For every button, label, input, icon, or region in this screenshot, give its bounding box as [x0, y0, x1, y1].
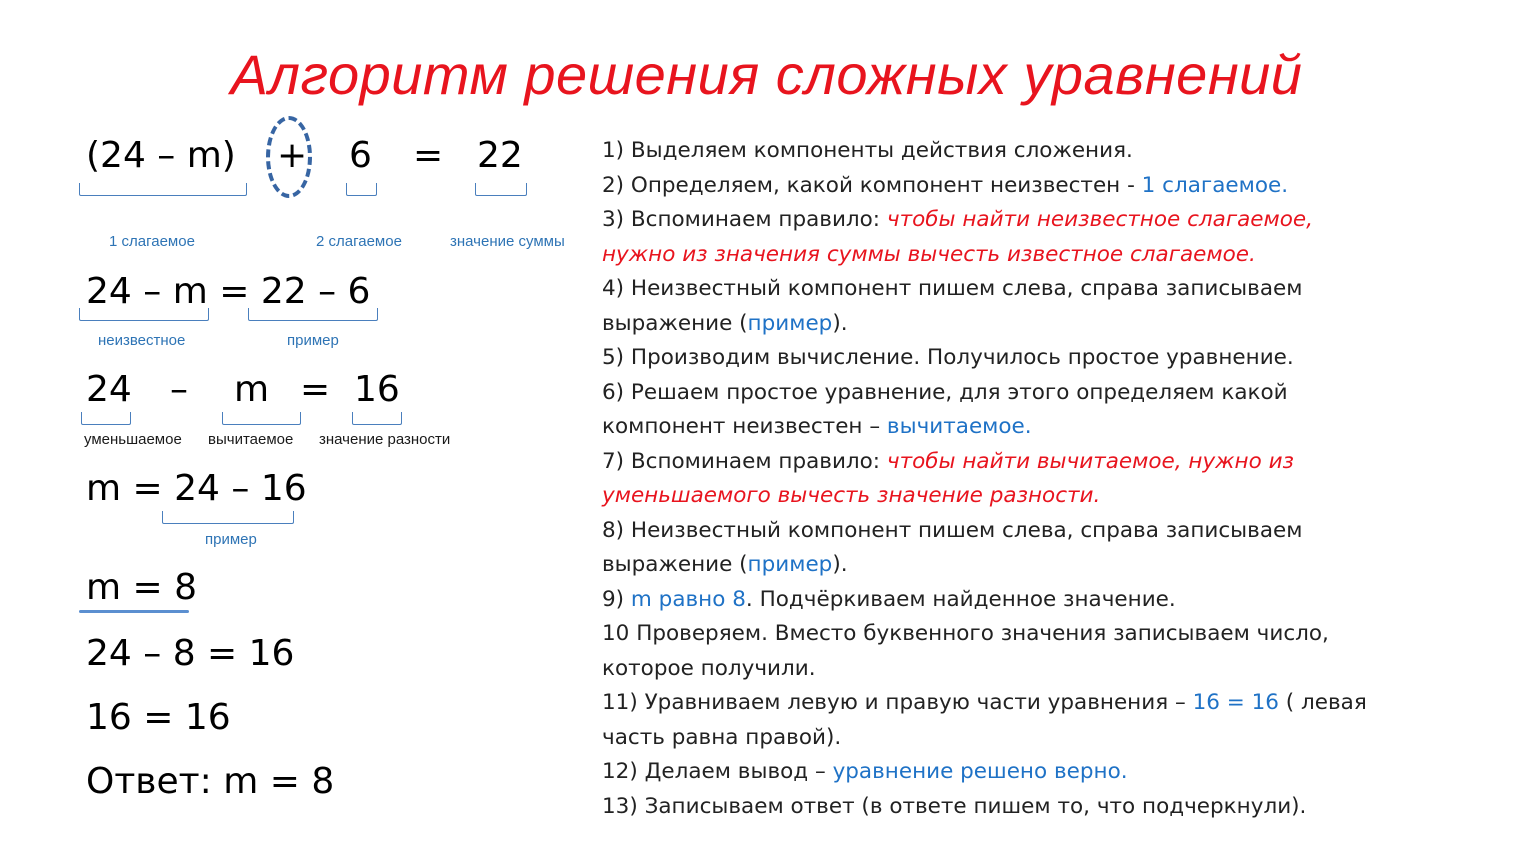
equation-answer-value: m = 8: [86, 567, 198, 608]
equation-minuend: 24: [86, 369, 132, 410]
step-line: 1) Выделяем компоненты действия сложения.: [602, 138, 1133, 163]
brace-sum: [475, 183, 527, 196]
label-example-2: пример: [205, 531, 257, 548]
brace-addend2: [346, 183, 377, 196]
step-line: нужно из значения суммы вычесть известное слагаемое.: [602, 241, 1256, 267]
step-line: 9) m равно 8. Подчёркиваем найденное значение.: [602, 586, 1176, 612]
step-line: 12) Делаем вывод – уравнение решено верно.: [602, 759, 1128, 784]
equation-line2: 24 – m = 22 – 6: [86, 271, 371, 312]
step-line: часть равна правой).: [602, 724, 842, 750]
equation-check: 24 – 8 = 16: [86, 633, 295, 674]
step-line: 11) Уравниваем левую и правую части уравнения – 16 = 16 ( левая: [602, 690, 1367, 715]
equation-equals-2: =: [300, 369, 331, 410]
brace-subtrahend: [222, 412, 301, 425]
equation-check-result: 16 = 16: [86, 697, 231, 738]
step-line: 10 Проверяем. Вместо буквенного значения записываем число,: [602, 621, 1329, 646]
step-line: компонент неизвестен – вычитаемое.: [602, 414, 1032, 439]
step-line: 2) Определяем, какой компонент неизвестен - 1 слагаемое.: [602, 172, 1289, 198]
equation-difference: 16: [354, 369, 400, 410]
label-example: пример: [287, 332, 339, 349]
page-title: Алгоритм решения сложных уравнений: [230, 43, 1303, 106]
equation-addend1: (24 – m): [86, 135, 236, 176]
label-addend2: 2 слагаемое: [316, 233, 402, 250]
brace-minuend: [81, 412, 131, 425]
step-line: 5) Производим вычисление. Получилось простое уравнение.: [602, 345, 1294, 370]
brace-example-2: [162, 511, 294, 524]
brace-addend1: [79, 183, 247, 196]
label-subtrahend: вычитаемое: [208, 431, 294, 448]
step-line: уменьшаемого вычесть значение разности.: [602, 483, 1101, 508]
label-unknown: неизвестное: [98, 332, 186, 349]
label-minuend: уменьшаемое: [84, 431, 182, 448]
step-line: 8) Неизвестный компонент пишем слева, справа записываем: [602, 517, 1303, 543]
step-line: которое получили.: [602, 655, 816, 681]
brace-difference: [352, 412, 402, 425]
answer-line: Ответ: m = 8: [86, 761, 335, 802]
step-line: 13) Записываем ответ (в ответе пишем то, что подчеркнули).: [602, 793, 1307, 819]
equation-subtrahend: m: [234, 369, 270, 410]
step-line: 7) Вспоминаем правило: чтобы найти вычитаемое, нужно из: [602, 448, 1294, 474]
step-line: выражение (пример).: [602, 552, 848, 577]
equation-sum: 22: [477, 135, 523, 176]
step-line: 4) Неизвестный компонент пишем слева, справа записываем: [602, 276, 1303, 301]
answer-underline: [79, 610, 189, 613]
brace-example: [248, 308, 378, 321]
equation-line4: m = 24 – 16: [86, 468, 307, 509]
step-line: выражение (пример).: [602, 310, 848, 336]
equation-addend2: 6: [349, 135, 372, 176]
equation-minus-sign: –: [170, 369, 188, 410]
step-line: 6) Решаем простое уравнение, для этого определяем какой: [602, 379, 1288, 405]
equation-plus-sign: +: [277, 135, 308, 176]
label-sum-value: значение суммы: [450, 233, 565, 250]
brace-unknown: [79, 308, 209, 321]
step-line: 3) Вспоминаем правило: чтобы найти неизвестное слагаемое,: [602, 207, 1313, 232]
label-difference: значение разности: [319, 431, 451, 448]
label-addend1: 1 слагаемое: [109, 233, 195, 250]
equation-equals: =: [413, 135, 444, 176]
algorithm-steps: [602, 134, 1512, 824]
